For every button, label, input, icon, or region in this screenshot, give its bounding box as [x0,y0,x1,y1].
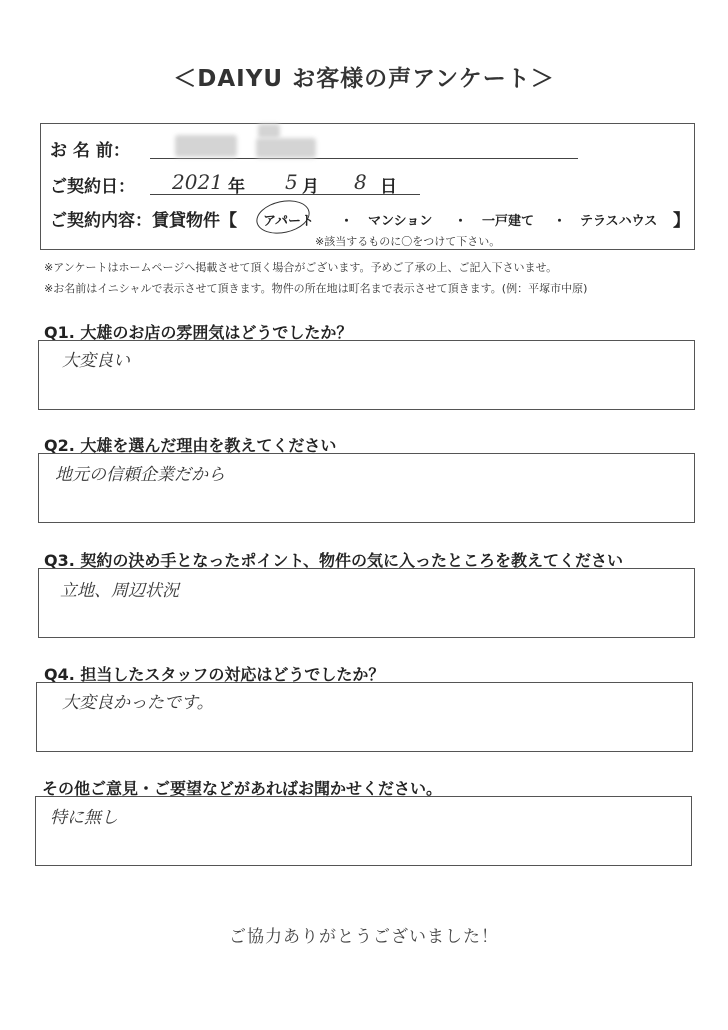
name-redaction-top [258,124,280,138]
question-1-title: Q1. 大雄のお店の雰囲気はどうでしたか？ [44,323,353,342]
option-terrace-house: テラスハウス [580,214,658,229]
name-redaction-2 [256,138,316,158]
date-year-value: 2021 [172,170,223,194]
circle-instruction: ※該当するものに〇をつけて下さい。 [315,235,501,248]
option-detached-house: 一戸建て [482,214,535,229]
name-label: お 名 前： [50,141,130,161]
date-day-value: 8 [354,170,367,194]
question-1-answer: 大変良い [62,351,130,371]
question-4-answer: 大変良かったです。 [62,693,214,713]
other-comments-answer: 特に無し [50,808,118,828]
other-comments-answer-box [35,796,692,866]
option-apartment: アパート [263,214,314,229]
question-2-answer: 地元の信頼企業だから [55,465,225,485]
year-unit: 年 [228,177,245,197]
other-comments-title: その他ご意見・ご要望などがあればお聞かせください。 [42,779,443,798]
month-unit: 月 [302,177,319,197]
contract-date-label: ご契約日： [50,177,135,197]
name-underline [150,158,578,159]
name-redaction [175,135,237,157]
note-line-2: ※お名前はイニシャルで表示させて頂きます。物件の所在地は町名まで表示させて頂きます。(例：平塚市中原) [44,282,588,295]
thank-you-message: ご協力ありがとうございました！ [229,927,499,947]
question-3-title: Q3. 契約の決め手となったポイント、物件の気に入ったところを教えてください [44,551,623,570]
question-4-title: Q4. 担当したスタッフの対応はどうでしたか？ [44,665,385,684]
note-line-1: ※アンケートはホームページへ掲載させて頂く場合がございます。予めご了承の上、ご記入下さいませ。 [44,261,558,274]
contract-type-label: ご契約内容：賃貸物件【 [50,211,237,231]
option-separator: ・ [340,214,354,229]
date-month-value: 5 [285,170,298,194]
bracket-close: 】 [673,211,690,231]
day-unit: 日 [380,177,397,197]
question-2-title: Q2. 大雄を選んだ理由を教えてください [44,436,337,455]
page-title: ＜DAIYU お客様の声アンケート＞ [173,66,555,92]
option-mansion: マンション [368,214,433,229]
question-1-answer-box [38,340,695,410]
option-separator: ・ [454,214,468,229]
question-3-answer: 立地、周辺状況 [60,581,179,601]
option-separator: ・ [553,214,567,229]
